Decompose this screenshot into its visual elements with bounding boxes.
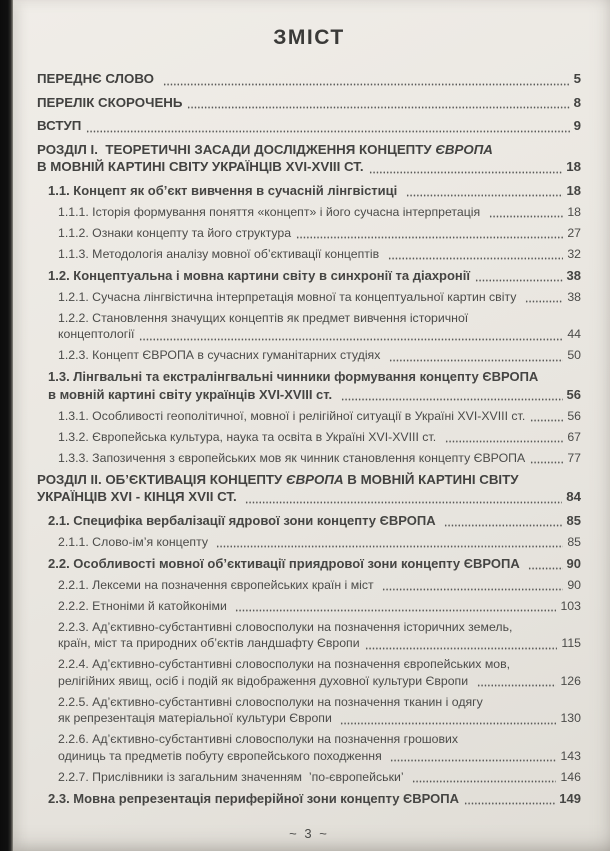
toc-entry-text: 1.2.2. Становлення значущих концептів як предмет вивчення історичної [58, 310, 469, 325]
toc-entry-text: 1.1.1. Історія формування поняття «концепт» і його сучасна інтерпретація [58, 204, 484, 219]
toc-page-ref: 103 [560, 598, 581, 613]
dot-leader [163, 83, 570, 86]
toc-entry-line [58, 347, 581, 364]
toc-entry-text: 1.2.3. Концепт ЄВРОПА в сучасних гуманітарних студіях [58, 348, 384, 362]
toc-entry-line [48, 182, 581, 200]
dot-leader [340, 722, 556, 725]
toc-entry-line [48, 555, 581, 573]
dot-leader [388, 257, 564, 260]
toc-page-ref: 85 [566, 512, 581, 528]
dot-leader [528, 567, 562, 570]
toc-entry-line [58, 408, 581, 425]
toc-entry-text: 2.2. Особливості мовної об’єктивації приядрової зони концепту ЄВРОПА [48, 555, 524, 571]
toc-entry-text: 2.1. Специфіка вербалізації ядрової зони концепту ЄВРОПА [48, 512, 440, 528]
toc-page-ref: 18 [566, 159, 581, 174]
toc-entry [37, 347, 581, 364]
toc-entry-text: 1.3.3. Запозичення з європейських мов як чинник становлення концепту ЄВРОПА [58, 450, 526, 465]
toc-entry-text: ПЕРЕДНЄ СЛОВО [37, 71, 158, 86]
dot-leader [389, 359, 564, 362]
toc-entry [37, 534, 581, 551]
toc-entry-line [37, 70, 581, 88]
toc-entry [37, 555, 581, 573]
toc-entry-text: ЄВРОПА [435, 141, 493, 157]
dot-leader [525, 300, 564, 303]
toc-entry-line [48, 267, 581, 285]
toc-entry-text: ЄВРОПА [286, 471, 344, 487]
toc-entry [37, 577, 581, 594]
toc-entry-line [37, 94, 581, 112]
toc-entry-text: 2.2.7. Прислівники із загальним значенням ’по-європейськи’ [58, 769, 407, 784]
dot-leader [475, 279, 562, 282]
toc-page-ref: 8 [573, 94, 581, 110]
toc-entry-text: 1.3.2. Європейська культура, наука та освіта в Україні XVI-XVIII ст. [58, 429, 440, 444]
toc-entry-line [58, 635, 581, 652]
toc-entry-line [58, 748, 581, 765]
toc-entry [37, 790, 581, 808]
toc-entry [37, 471, 581, 506]
toc-page-ref: 38 [567, 289, 581, 304]
toc-entry-text: 2.1.1. Слово-ім’я концепту [58, 534, 212, 549]
dot-leader [296, 236, 563, 239]
toc-page-ref: 56 [567, 408, 581, 423]
toc-entry [37, 619, 581, 652]
toc-page-ref: 85 [567, 534, 581, 549]
toc-entry-text: як репрезентація матеріальної культури Європи [58, 711, 336, 725]
toc-entry-line [58, 246, 581, 263]
toc-entry-text: 2.2.1. Лексеми на позначення європейських країн і міст [58, 577, 378, 592]
toc-entry-line [58, 673, 581, 690]
toc-entry-text: одиниць та предметів побуту європейського походження [58, 748, 386, 763]
dot-leader [365, 647, 558, 650]
toc-entry-line [58, 429, 581, 446]
dot-leader [369, 171, 563, 174]
toc-entry [37, 225, 581, 242]
toc-entry-line [37, 117, 581, 135]
dot-leader [530, 461, 563, 464]
toc-entry-line [58, 656, 581, 673]
page-title: ЗМІСТ [273, 26, 345, 49]
toc-entry-text: 1.2. Концептуальна і мовна картини світу в синхронії та діахронії [48, 267, 471, 283]
toc-entry-text: РОЗДІЛ ІІ. ОБ’ЄКТИВАЦІЯ КОНЦЕПТУ [37, 471, 287, 487]
toc-entry-text: 1.1. Концепт як об’єкт вивчення в сучасній лінгвістиці [48, 182, 401, 198]
toc-entry-line [37, 471, 581, 489]
toc-entry-text: в мовній картині світу українців XVI-XVIII ст. [48, 386, 336, 402]
toc-entry-text: ПЕРЕЛІК СКОРОЧЕНЬ [37, 94, 183, 110]
toc-entry-line [48, 386, 581, 404]
toc-entry-line [58, 534, 581, 551]
toc-entry [37, 408, 581, 425]
toc-entry-text: 2.3. Мовна репрезентація периферійної зони концепту ЄВРОПА [48, 790, 460, 806]
toc-page-ref: 115 [561, 636, 581, 650]
dot-leader [406, 194, 563, 197]
toc-entry-line [58, 326, 581, 343]
toc-page-ref: 130 [560, 711, 581, 725]
dot-leader [382, 588, 563, 591]
toc-entry [37, 182, 581, 200]
toc-entry-line [37, 141, 581, 159]
toc-entry [37, 368, 581, 403]
toc-entry-line [58, 710, 581, 727]
toc-entry [37, 731, 581, 764]
toc-entry-text: В МОВНІЙ КАРТИНІ СВІТУ [343, 471, 519, 487]
dot-leader [390, 759, 556, 762]
toc-entry [37, 769, 581, 786]
toc-entry-line [58, 225, 581, 242]
toc-page-ref: 126 [560, 673, 581, 688]
toc-page-ref: 143 [560, 748, 581, 763]
toc-page-ref: 5 [573, 71, 581, 86]
toc-entry-line [58, 731, 581, 748]
toc-entry-text: РОЗДІЛ І. ТЕОРЕТИЧНІ ЗАСАДИ ДОСЛІДЖЕННЯ КОНЦЕПТУ [37, 141, 436, 157]
dot-leader [187, 106, 569, 109]
toc-entry [37, 598, 581, 615]
toc-page-ref: 32 [567, 246, 581, 261]
dot-leader [139, 338, 563, 341]
toc-entry [37, 310, 581, 343]
toc-entry-line [48, 368, 581, 386]
toc-entry-text: релігійних явищ, осіб і подій як відображення духовної культури Європи [58, 673, 472, 688]
toc-entry [37, 94, 581, 112]
toc-entry-line [58, 450, 581, 467]
toc-page-ref: 149 [559, 790, 581, 806]
dot-leader [86, 130, 569, 133]
toc-page-ref: 90 [567, 577, 581, 592]
toc-entry-text: 1.3.1. Особливості геополітичної, мовної і релігійної ситуації в Україні XVI-XVIII ст. [58, 408, 526, 423]
toc-page-ref: 50 [567, 348, 581, 362]
toc-entry-line [37, 488, 581, 506]
toc-entry-text: 1.1.2. Ознаки концепту та його структура [58, 225, 292, 240]
toc-entry-text: УКРАЇНЦІВ XVI - КІНЦЯ XVII СТ. [37, 489, 241, 504]
toc-page-ref: 84 [566, 489, 581, 504]
dot-leader [489, 215, 564, 218]
toc-page-ref: 56 [566, 386, 581, 402]
toc-entry-line [58, 289, 581, 306]
toc-entry-text: країн, міст та природних об’єктів ландшафту Європи [58, 636, 360, 650]
toc-entry-line [58, 769, 581, 786]
toc-entry-line [58, 310, 581, 327]
page-content [37, 18, 581, 851]
toc-page-ref: 67 [567, 429, 581, 444]
toc-entry [37, 267, 581, 285]
toc-entry-line [37, 158, 581, 176]
toc-entry-line [58, 598, 581, 615]
toc-entry-line [58, 694, 581, 711]
toc-page-ref: 90 [566, 555, 581, 571]
toc-entry [37, 204, 581, 221]
toc-entry-text: 1.1.3. Методологія аналізу мовної об’єктивації концептів [58, 246, 383, 261]
toc-entry-text: 2.2.3. Ад’єктивно-субстантивні словосполуки на позначення історичних земель, [58, 619, 513, 634]
toc-page-ref: 44 [567, 327, 581, 341]
toc-entry [37, 70, 581, 88]
dot-leader [216, 545, 563, 548]
toc-entry-text: концептології [58, 327, 135, 341]
page-number: ~ 3 ~ [289, 826, 329, 841]
toc-entry-line [48, 512, 581, 530]
toc-page-ref: 27 [567, 225, 581, 240]
toc-entry-line [58, 204, 581, 221]
dot-leader [341, 398, 563, 401]
toc-entry [37, 512, 581, 530]
dot-leader [412, 780, 557, 783]
toc-entry-text: 1.3. Лінгвальні та екстралінгвальні чинники формування концепту ЄВРОПА [48, 369, 539, 384]
toc-entry [37, 694, 581, 727]
toc-entry [37, 289, 581, 306]
dot-leader [444, 524, 562, 527]
toc-page-ref: 38 [566, 267, 581, 283]
toc-page-ref: 18 [567, 204, 581, 219]
toc-page-ref: 146 [560, 769, 581, 784]
toc-entry-text: 2.2.6. Ад’єктивно-субстантивні словосполуки на позначення грошових [58, 732, 459, 746]
dot-leader [235, 609, 556, 612]
dot-leader [445, 440, 564, 443]
toc-entry-text: В МОВНІЙ КАРТИНІ СВІТУ УКРАЇНЦІВ XVI-XVIII СТ. [37, 159, 364, 174]
dot-leader [530, 419, 563, 422]
toc-entry [37, 450, 581, 467]
dot-leader [477, 684, 557, 687]
toc-entry-text: 1.2.1. Сучасна лінгвістична інтерпретація мовної та концептуальної картин світу [58, 289, 520, 304]
dot-leader [245, 501, 562, 504]
toc-page-ref: 18 [566, 182, 581, 198]
toc-entry-line [48, 790, 581, 808]
toc-entry-text: 2.2.2. Етноніми й катойконіми [58, 598, 231, 613]
toc-entry-text: ВСТУП [37, 118, 82, 133]
book-spine-shadow [0, 0, 13, 851]
toc-entry [37, 656, 581, 689]
toc-entry [37, 429, 581, 446]
toc-list [37, 70, 581, 807]
toc-page-ref: 9 [573, 118, 581, 133]
toc-entry [37, 117, 581, 135]
toc-entry [37, 246, 581, 263]
toc-entry-text: 2.2.4. Ад’єктивно-субстантивні словосполуки на позначення європейських мов, [58, 657, 511, 671]
dot-leader [464, 802, 555, 805]
toc-entry-line [58, 619, 581, 636]
toc-entry-line [58, 577, 581, 594]
toc-entry [37, 141, 581, 176]
toc-entry-text: 2.2.5. Ад’єктивно-субстантивні словосполуки на позначення тканин і одягу [58, 694, 483, 709]
toc-page-ref: 77 [567, 450, 581, 465]
